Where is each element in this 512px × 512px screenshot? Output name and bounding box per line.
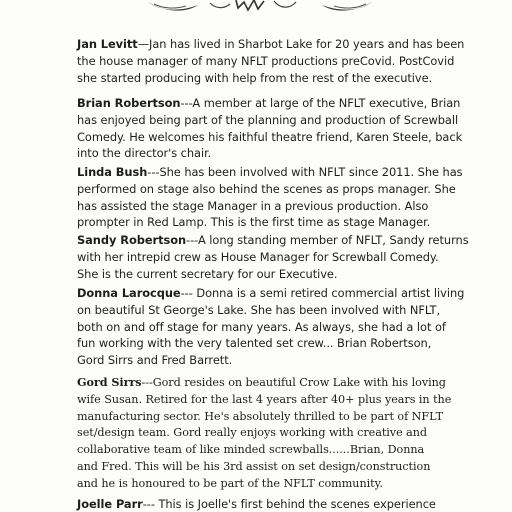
header-ornament [140, 0, 380, 14]
bio-jan-levitt [77, 36, 477, 86]
bio-line: set/design team. Gord really enjoys working with creative and [77, 426, 428, 440]
bio-line: wife Susan. Retired for the last 4 years after 40+ plus years in the [77, 392, 452, 406]
bio-line: with her intrepid crew as House Manager for Screwball Comedy. [77, 249, 439, 264]
bio-line: She is the current secretary for our Executive. [77, 266, 338, 281]
bio-line: the house manager of many NFLT productions preCovid. PostCovid [77, 53, 455, 68]
bio-line [77, 95, 477, 112]
bio-line: fun working with the very talented set crew... Brian Robertson, [77, 336, 432, 351]
bio-line: and he is honoured to be part of the NFLT community. [77, 476, 383, 490]
bio-line: Gord Sirrs and Fred Barrett. [77, 353, 233, 368]
bio-name: Gord Sirrs [77, 375, 142, 389]
bio-line: has enjoyed being part of the planning and production of Screwball [77, 112, 459, 127]
bio-donna-larocque [77, 285, 477, 369]
bio-line: and Fred. This will be his 3rd assist on set design/construction [77, 459, 431, 473]
bio-line: has assisted the stage Manager in a previous production. Also [77, 198, 429, 213]
bio-text: ---A long standing member of NFLT, Sandy returns [186, 233, 469, 247]
bio-line [77, 232, 477, 249]
bio-gord-sirrs [77, 374, 477, 493]
bio-linda-bush [77, 164, 477, 231]
bio-line: into the director's chair. [77, 146, 212, 161]
bio-text: ---Gord resides on beautiful Crow Lake with his loving [141, 376, 446, 389]
bio-text: ---She has been involved with NFLT since 2011. She has [147, 165, 463, 179]
bio-line [77, 496, 477, 512]
bio-name: Jan Levitt [77, 37, 138, 51]
bio-line: prompter in Red Lamp. This is the first time as stage Manager. [77, 215, 431, 230]
bio-line: collaborative team of like minded screwballs......Brian, Donna [77, 443, 425, 457]
bio-name: Donna Larocque [77, 286, 181, 300]
bio-line: on beautiful St George's Lake. She has been involved with NFLT, [77, 302, 441, 317]
bio-sandy-robertson [77, 232, 477, 282]
bio-text: --- This is Joelle's first behind the scenes experience [142, 497, 436, 511]
bio-line: performed on stage also behind the scenes as props manager. She [77, 181, 456, 196]
bio-joelle-parr [77, 496, 477, 512]
bio-line [77, 374, 477, 392]
bio-name: Joelle Parr [77, 497, 143, 511]
bio-line: Comedy. He welcomes his faithful theatre friend, Karen Steele, back [77, 129, 463, 144]
bio-brian-robertson [77, 95, 477, 162]
bio-name: Brian Robertson [77, 96, 181, 110]
bio-line: manufacturing sector. He's absolutely thrilled to be part of NFLT [77, 409, 444, 423]
bio-text: —Jan has lived in Sharbot Lake for 20 years and has been [137, 37, 465, 51]
bio-name: Sandy Robertson [77, 233, 187, 247]
bio-line [77, 36, 477, 53]
bio-line: both on and off stage for many years. As always, she had a lot of [77, 319, 446, 334]
bio-text: --- Donna is a semi retired commercial artist living [180, 286, 465, 300]
bio-name: Linda Bush [77, 165, 148, 179]
bio-line [77, 164, 477, 181]
bio-text: ---A member at large of the NFLT executive, Brian [180, 96, 461, 110]
bio-line: she started producing with help from the rest of the executive. [77, 70, 433, 85]
bio-line [77, 285, 477, 302]
